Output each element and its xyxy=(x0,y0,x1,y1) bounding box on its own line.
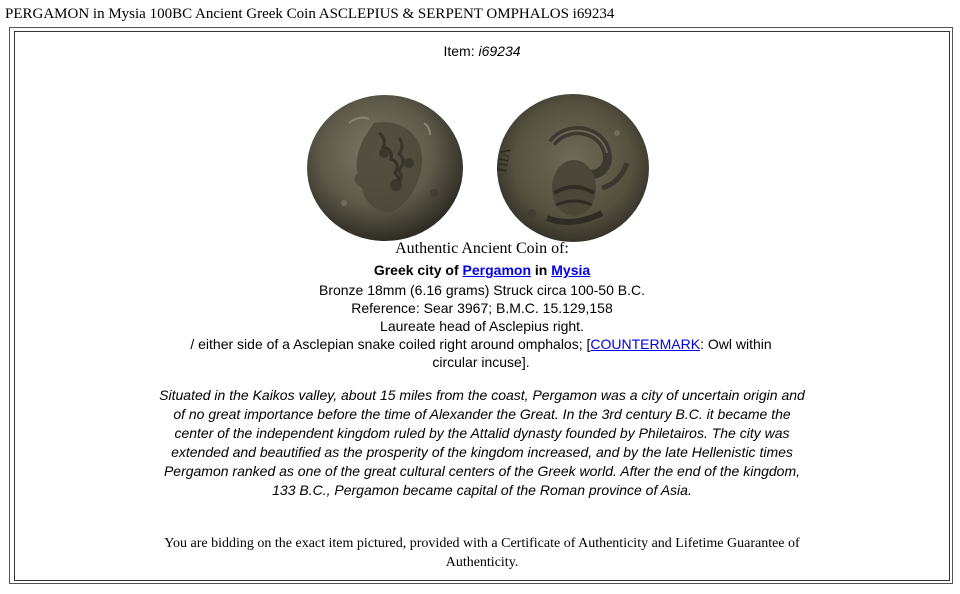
pergamon-link[interactable]: Pergamon xyxy=(462,262,532,278)
coin-reverse-image xyxy=(492,93,654,243)
history-paragraph: Situated in the Kaikos valley, about 15 miles from the coast, Pergamon was a city of uncertain origin and of no great importance before the time of Alexander the Great. In the 3rd century B.C. it became the center of the independent kingdom ruled by the Attalid dynasty founded by Philetairos. The city was extended and beautified as the prosperity of the kingdom increased, and by the late Hellenistic times Pergamon ranked as one of the great cultural centers of the Greek world. After the end of the kingdom, 133 B.C., Pergamon became capital of the Roman province of Asia. xyxy=(159,387,805,498)
reference-line: Reference: Sear 3967; B.M.C. 15.129,158 xyxy=(351,300,613,316)
city-mid: in xyxy=(534,262,548,278)
city-prefix: Greek city of xyxy=(373,262,459,278)
item-id: i69234 xyxy=(478,43,521,59)
svg-text:ΠΙΛ: ΠΙΛ xyxy=(495,146,515,174)
countermark-link[interactable]: COUNTERMARK xyxy=(590,336,701,352)
reverse-suffix: : Owl within circular incuse]. xyxy=(432,336,772,370)
item-number xyxy=(14,43,950,59)
listing-content xyxy=(14,31,950,581)
mysia-link[interactable]: Mysia xyxy=(551,262,591,278)
guarantee-text: You are bidding on the exact item pictured, provided with a Certificate of Authenticity and Lifetime Guarantee of Authenticity. xyxy=(164,536,800,570)
city-line xyxy=(14,262,950,278)
metal-line: Bronze 18mm (6.16 grams) Struck circa 100-50 B.C. xyxy=(318,282,645,298)
reverse-prefix: / either side of a Asclepian snake coiled right around omphalos; [ xyxy=(190,336,591,352)
item-label: Item: xyxy=(443,43,475,59)
obverse-description: Laureate head of Asclepius right. xyxy=(380,318,584,334)
authentic-heading: Authentic Ancient Coin of: xyxy=(395,240,569,257)
page-title: PERGAMON in Mysia 100BC Ancient Greek Coin ASCLEPIUS & SERPENT OMPHALOS i69234 xyxy=(5,6,615,22)
reverse-description xyxy=(166,335,796,371)
coin-obverse-image xyxy=(304,93,466,243)
